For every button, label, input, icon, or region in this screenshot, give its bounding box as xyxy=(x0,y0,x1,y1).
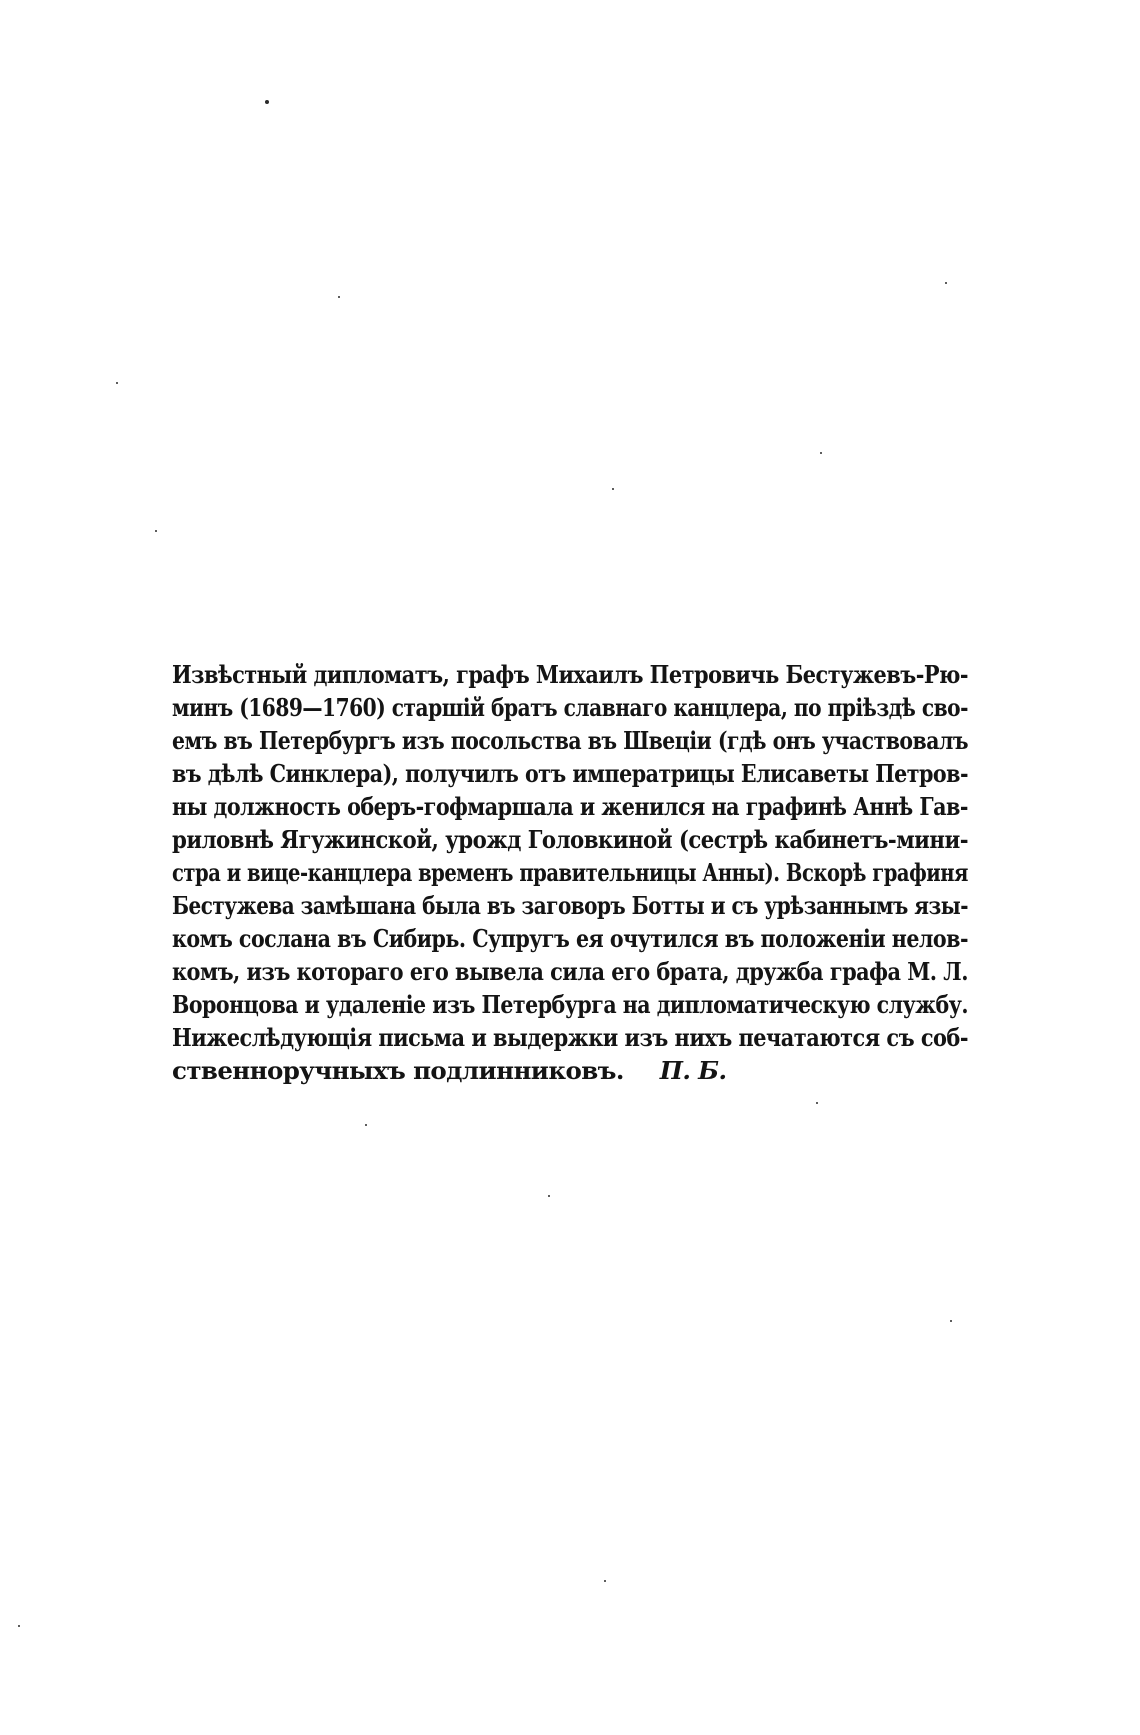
scan-speck xyxy=(612,488,614,490)
scan-speck xyxy=(265,100,269,104)
text-line: комъ, изъ котораго его вывела сила его брата, дружба графа М. Л. xyxy=(172,957,968,986)
text-line: Нижеслѣдующія письма и выдержки изъ нихъ печатаются съ соб- xyxy=(172,1023,968,1052)
signature-initials: П. Б. xyxy=(659,1056,727,1085)
last-line-text: ственноручныхъ подлинниковъ. xyxy=(172,1056,624,1085)
text-line: въ дѣлѣ Синклера), получилъ отъ императрицы Елисаветы Петров- xyxy=(172,759,968,788)
scan-speck xyxy=(950,1320,952,1322)
scan-speck xyxy=(548,1195,550,1197)
scan-speck xyxy=(116,382,118,384)
text-line: риловнѣ Ягужинской, урожд Головкиной (сестрѣ кабинетъ-мини- xyxy=(172,825,968,854)
scan-speck xyxy=(338,296,340,298)
text-line: Воронцова и удаленіе изъ Петербурга на дипломатическую службу. xyxy=(172,990,968,1019)
text-line-last xyxy=(172,1054,968,1087)
text-line: Бестужева замѣшана была въ заговоръ Ботты и съ урѣзаннымъ язы- xyxy=(172,891,968,920)
text-line: ны должность оберъ-гофмаршала и женился на графинѣ Аннѣ Гав- xyxy=(172,792,968,821)
scan-speck xyxy=(816,1102,818,1104)
preface-paragraph xyxy=(172,658,968,1087)
scan-speck xyxy=(365,1124,367,1126)
scan-speck xyxy=(604,1580,606,1582)
scan-speck xyxy=(18,1625,20,1627)
scan-speck xyxy=(155,530,157,532)
text-line: комъ сослана въ Сибирь. Супругъ ея очутился въ положеніи нелов- xyxy=(172,924,968,953)
text-line: емъ въ Петербургъ изъ посольства въ Швеціи (гдѣ онъ участвовалъ xyxy=(172,726,968,755)
text-line: минъ (1689—1760) старшій братъ славнаго канцлера, по пріѣздѣ сво- xyxy=(172,693,968,722)
text-line: стра и вице-канцлера временъ правительницы Анны). Вскорѣ графиня xyxy=(172,858,968,887)
text-line: Извѣстный дипломатъ, графъ Михаилъ Петровичь Бестужевъ-Рю- xyxy=(172,660,968,689)
scan-speck xyxy=(820,452,822,454)
scan-speck xyxy=(945,282,947,284)
